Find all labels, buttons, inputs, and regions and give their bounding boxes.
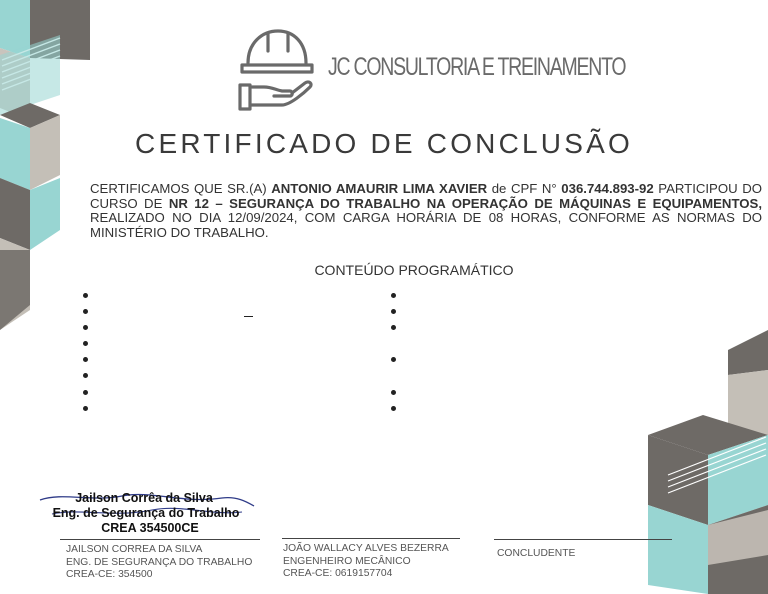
list-dash <box>244 316 253 317</box>
signature-stamp <box>32 488 260 544</box>
signature-block-2 <box>283 543 449 581</box>
stamp-line-3: CREA 354500CE <box>101 521 199 535</box>
signer-1-name: JAILSON CORREA DA SILVA <box>66 544 203 555</box>
course-name: NR 12 – SEGURANÇA DO TRABALHO NA OPERAÇÃO DE MÁQUINAS E EQUIPAMENTOS, <box>168 195 762 211</box>
list-item <box>391 325 396 330</box>
list-item <box>83 373 88 378</box>
decorative-cubes-left <box>0 0 120 340</box>
signature-line-1 <box>60 539 260 540</box>
concludente-label: CONCLUDENTE <box>497 548 576 559</box>
hardhat-hand-icon <box>234 25 316 113</box>
list-item <box>83 357 88 362</box>
certificate-title: CERTIFICADO DE CONCLUSÃO <box>135 128 633 159</box>
company-logo <box>234 25 626 115</box>
stamp-line-1: Jailson Corrêa da Silva <box>75 491 213 505</box>
student-cpf: 036.744.893-92 <box>561 181 654 196</box>
course-hours: 08 <box>488 210 504 225</box>
list-item <box>391 390 396 395</box>
course-date: 12/09/2024 <box>227 210 294 225</box>
list-item <box>83 390 88 395</box>
signer-2-crea: CREA-CE: 0619157704 <box>283 568 393 580</box>
certificate-body: CERTIFICAMOS QUE SR.(A) ANTONIO AMAURIR LIMA XAVIER de CPF N° 036.744.893-92 PARTICIPOU DO CURSO DE NR 12 – SEGURANÇA DO TRABALHO NA OPERAÇÃO DE MÁQUINAS E EQUIPAMENTOS, REALIZADO NO DIA 12/09/2024, COM CARGA HORÁRIA DE 08 HORAS, CONFORME AS NORMAS DO MINISTÉRIO DO TRABALHO. <box>90 181 762 240</box>
list-item <box>83 341 88 346</box>
list-item <box>391 357 396 362</box>
list-item <box>391 309 396 314</box>
student-name: ANTONIO AMAURIR LIMA XAVIER <box>271 181 488 196</box>
signature-line-2 <box>282 538 460 539</box>
stamp-line-2: Eng. de Segurança do Trabalho <box>52 506 240 520</box>
signature-block-1 <box>66 544 252 582</box>
list-item <box>391 293 396 298</box>
list-item <box>83 406 88 411</box>
list-item <box>83 293 88 298</box>
signer-1-crea: CREA-CE: 354500 <box>66 569 153 581</box>
signer-2-name: JOÃO WALLACY ALVES BEZERRA <box>283 543 449 554</box>
list-item <box>83 325 88 330</box>
company-name: JC CONSULTORIA E TREINAMENTO <box>328 53 626 81</box>
list-item <box>83 309 88 314</box>
decorative-cubes-right <box>648 325 768 594</box>
list-item <box>391 406 396 411</box>
program-title: CONTEÚDO PROGRAMÁTICO <box>314 262 514 278</box>
signature-line-3 <box>494 539 672 540</box>
signature-block-3 <box>497 548 575 561</box>
signer-2-role: ENGENHEIRO MECÂNICO <box>283 555 411 567</box>
signer-1-role: ENG. DE SEGURANÇA DO TRABALHO <box>66 556 253 568</box>
